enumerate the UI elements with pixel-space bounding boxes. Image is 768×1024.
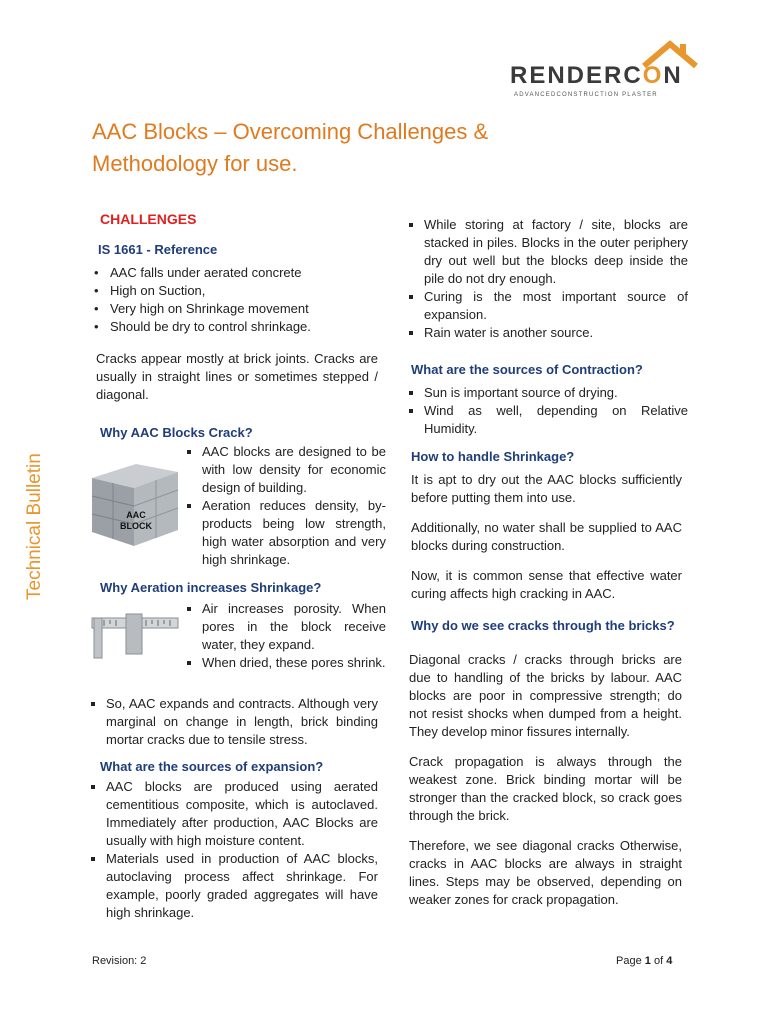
caliper-image bbox=[90, 606, 180, 662]
storage-item: Curing is the most important source of expansion. bbox=[406, 288, 688, 324]
shrinkage-paragraph: Additionally, no water shall be supplied to AAC blocks during construction. bbox=[411, 520, 682, 553]
is-reference-heading: IS 1661 - Reference bbox=[98, 242, 218, 257]
shrinkage-paragraphs bbox=[411, 471, 682, 615]
expansion-list bbox=[88, 778, 378, 922]
is-reference-item: • AAC falls under aerated concrete bbox=[92, 264, 382, 282]
why-crack-heading: Why AAC Blocks Crack? bbox=[100, 425, 253, 440]
bricks-paragraph: Crack propagation is always through the weakest zone. Brick binding mortar will be stronger than the cracked block, so crack goes through the brick. bbox=[409, 754, 682, 823]
side-label: Technical Bulletin bbox=[24, 453, 45, 600]
aac-block-image bbox=[90, 460, 180, 548]
is-reference-item: • High on Suction, bbox=[92, 282, 382, 300]
aeration-list bbox=[184, 600, 386, 672]
is-reference-list bbox=[92, 264, 382, 336]
page-title: AAC Blocks – Overcoming Challenges & Methodology for use. bbox=[92, 119, 489, 176]
revision-label: Revision: 2 bbox=[92, 955, 147, 967]
why-crack-item: Aeration reduces density, by-products being low strength, high water absorption and very high shrinkage. bbox=[184, 497, 386, 569]
of-word: of bbox=[653, 955, 664, 967]
contraction-item: Wind as well, depending on Relative Humidity. bbox=[406, 402, 688, 438]
is-reference-item: • Should be dry to control shrinkage. bbox=[92, 318, 382, 336]
aac-block-illustration bbox=[90, 460, 180, 548]
bricks-paragraphs bbox=[409, 651, 682, 921]
block-label-block: BLOCK bbox=[120, 521, 152, 531]
shrinkage-paragraph: It is apt to dry out the AAC blocks sufficiently before putting them into use. bbox=[411, 472, 682, 505]
contraction-list bbox=[406, 384, 688, 438]
why-crack-item: AAC blocks are designed to be with low density for economic design of building. bbox=[184, 443, 386, 497]
is-reference-item: • Very high on Shrinkage movement bbox=[92, 300, 382, 318]
aeration-heading: Why Aeration increases Shrinkage? bbox=[100, 580, 322, 595]
why-crack-list bbox=[184, 443, 386, 569]
page-number: 1 bbox=[644, 955, 651, 967]
so-item: So, AAC expands and contracts. Although very marginal on change in length, brick binding mortar cracks due to tensile stress. bbox=[88, 695, 378, 749]
page-total: 4 bbox=[666, 955, 673, 967]
contraction-item: Sun is important source of drying. bbox=[406, 384, 688, 402]
caliper-illustration bbox=[90, 606, 180, 662]
expansion-heading: What are the sources of expansion? bbox=[100, 759, 324, 774]
aeration-item: Air increases porosity. When pores in the block receive water, they expand. bbox=[184, 600, 386, 654]
rendercon-logo bbox=[510, 38, 710, 102]
bricks-heading: Why do we see cracks through the bricks? bbox=[411, 618, 675, 633]
challenges-heading: CHALLENGES bbox=[100, 211, 197, 227]
so-list bbox=[88, 695, 378, 749]
logo-wordmark: RENDERCON bbox=[510, 62, 683, 89]
aeration-item: When dried, these pores shrink. bbox=[184, 654, 386, 672]
logo-tagline: ADVANCEDCONSTRUCTION PLASTER bbox=[514, 92, 658, 98]
expansion-item: AAC blocks are produced using aerated cementitious composite, which is autoclaved. Immediately after production, AAC Blocks are usually with high moisture content. bbox=[88, 778, 378, 850]
page-word: Page bbox=[616, 955, 642, 967]
bricks-paragraph: Therefore, we see diagonal cracks Otherwise, cracks in AAC blocks are always in straight lines. Steps may be observed, depending on weaker zones for crack propagation. bbox=[409, 838, 682, 907]
storage-list bbox=[406, 216, 688, 342]
contraction-heading: What are the sources of Contraction? bbox=[411, 362, 643, 377]
shrinkage-heading: How to handle Shrinkage? bbox=[411, 449, 575, 464]
bricks-paragraph: Diagonal cracks / cracks through bricks are due to handling of the bricks by labour. AAC blocks are poor in compressive strength; do not resist shocks when dumped from a height. They develop minor fissures internally. bbox=[409, 652, 682, 739]
page-indicator bbox=[616, 955, 672, 967]
shrinkage-paragraph: Now, it is common sense that effective water curing affects high cracking in AAC. bbox=[411, 568, 682, 601]
storage-item: While storing at factory / site, blocks are stacked in piles. Blocks in the outer periphery dry out well but the blocks deep inside the pile do not dry enough. bbox=[406, 216, 688, 288]
cracks-paragraph: Cracks appear mostly at brick joints. Cracks are usually in straight lines or sometimes stepped / diagonal. bbox=[96, 351, 378, 402]
expansion-item: Materials used in production of AAC blocks, autoclaving process affect shrinkage. For example, poorly graded aggregates will have high shrinkage. bbox=[88, 850, 378, 922]
storage-item: Rain water is another source. bbox=[406, 324, 688, 342]
block-label-aac: AAC bbox=[126, 510, 146, 520]
